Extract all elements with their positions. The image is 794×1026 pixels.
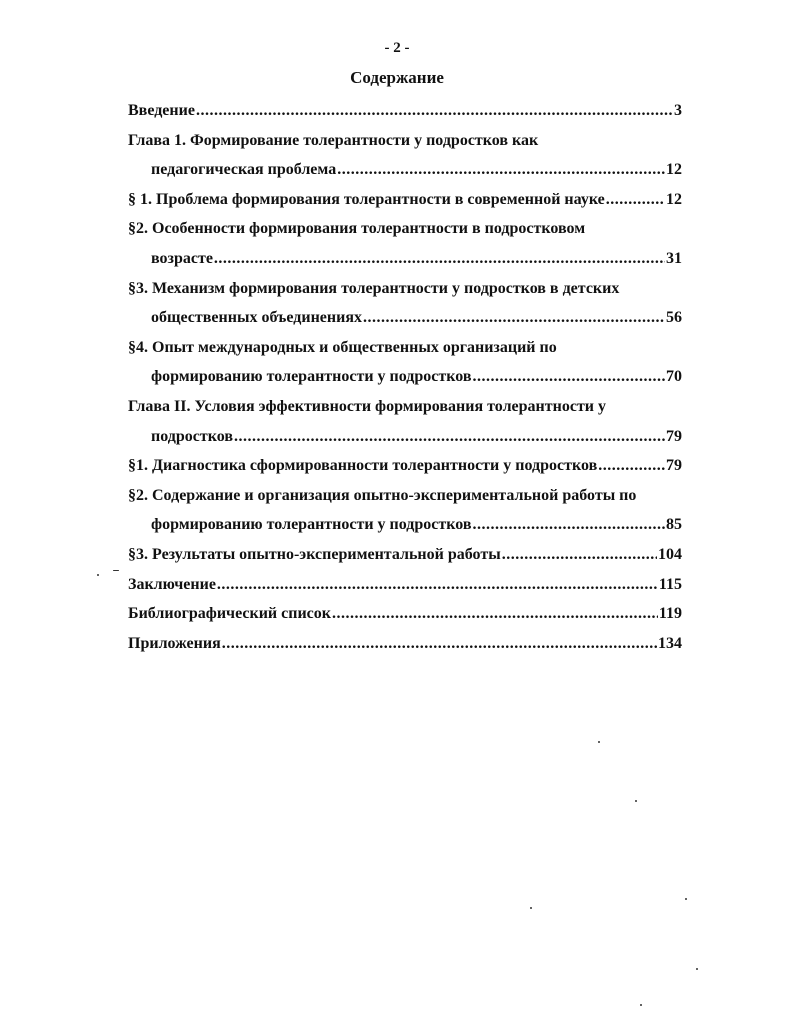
dot-leader	[332, 599, 658, 629]
dot-leader	[473, 362, 666, 392]
scan-speck	[530, 907, 532, 909]
toc-line	[128, 303, 682, 333]
toc-line	[128, 481, 682, 511]
toc-entry-text: §4. Опыт международных и общественных организаций по	[128, 338, 557, 356]
toc-line	[128, 126, 682, 156]
toc-entry	[128, 96, 682, 126]
toc-entry-text: подростков	[151, 427, 233, 445]
toc-entry	[128, 214, 682, 273]
toc-page-number: 31	[666, 249, 682, 267]
toc-page-number: 79	[666, 457, 682, 475]
toc-page-number: 70	[666, 368, 682, 386]
toc-entry	[128, 333, 682, 392]
toc-entry-text: Глава II. Условия эффективности формирования толерантности у	[128, 397, 607, 415]
toc-page-number: 56	[666, 309, 682, 327]
toc-page-number: 12	[666, 190, 682, 208]
scan-speck	[113, 570, 119, 571]
toc-line	[128, 185, 682, 215]
scan-speck	[598, 741, 600, 743]
toc-line	[128, 244, 682, 274]
toc-entry-text: § 1. Проблема формирования толерантности в современной науке	[128, 190, 605, 208]
toc-entry	[128, 451, 682, 481]
dot-leader	[363, 303, 665, 333]
toc-line	[128, 362, 682, 392]
toc-line	[128, 599, 682, 629]
toc-line	[128, 422, 682, 452]
dot-leader	[196, 96, 673, 126]
dot-leader	[598, 451, 665, 481]
toc-page-number: 119	[658, 605, 682, 623]
toc-line	[128, 392, 682, 422]
toc-page-number: 115	[658, 575, 682, 593]
toc-line	[128, 333, 682, 363]
toc-line	[128, 155, 682, 185]
scan-speck	[685, 898, 687, 900]
scan-speck	[97, 574, 99, 576]
toc-entry	[128, 392, 682, 451]
dot-leader	[234, 422, 665, 452]
toc-entry-text: Глава 1. Формирование толерантности у подростков как	[128, 131, 539, 149]
toc-page-number: 3	[674, 102, 682, 119]
toc-entry-text: Библиографический список	[128, 605, 331, 623]
toc-title: Содержание	[350, 68, 444, 87]
toc-page-number: 134	[658, 634, 682, 652]
toc-entry-text: Приложения	[128, 634, 221, 652]
toc-entry-text: §2. Содержание и организация опытно-экспериментальной работы по	[128, 486, 637, 504]
toc-page-number: 85	[666, 516, 682, 534]
toc-line	[128, 540, 682, 570]
toc-line	[128, 570, 682, 600]
toc-entry-text: §3. Механизм формирования толерантности у подростков в детских	[128, 279, 620, 297]
toc-entry	[128, 570, 682, 600]
toc-entry-text: §1. Диагностика сформированности толерантности у подростков	[128, 457, 598, 475]
dot-leader	[473, 510, 666, 540]
toc-line	[128, 629, 682, 659]
toc-entry-text: формированию толерантности у подростков	[151, 516, 472, 534]
toc-entry	[128, 599, 682, 629]
toc-entry-text: Введение	[128, 102, 195, 119]
toc-entry-text: формированию толерантности у подростков	[151, 368, 472, 386]
toc-line	[128, 274, 682, 304]
toc-entry	[128, 629, 682, 659]
scan-speck	[635, 800, 637, 802]
toc-entry-text: возрасте	[151, 249, 213, 267]
toc-line	[128, 96, 682, 126]
dot-leader	[502, 540, 657, 570]
toc-page-number: 79	[666, 427, 682, 445]
toc-entry	[128, 185, 682, 215]
dot-leader	[337, 155, 665, 185]
toc-page-number: 104	[658, 545, 682, 563]
toc-line	[128, 451, 682, 481]
toc-entry-text: §2. Особенности формирования толерантности в подростковом	[128, 220, 586, 238]
toc-page-number: 12	[666, 161, 682, 179]
toc-entry	[128, 540, 682, 570]
dot-leader	[217, 570, 658, 600]
table-of-contents	[128, 96, 682, 658]
toc-line	[128, 214, 682, 244]
toc-entry-text: педагогическая проблема	[151, 161, 337, 179]
scan-speck	[640, 1004, 642, 1006]
toc-entry-text: §3. Результаты опытно-экспериментальной работы	[128, 545, 501, 563]
scan-speck	[696, 968, 698, 970]
toc-entry	[128, 126, 682, 185]
dot-leader	[222, 629, 657, 659]
toc-entry	[128, 481, 682, 540]
page-number: - 2 -	[384, 40, 410, 56]
toc-entry-text: общественных объединениях	[151, 309, 362, 327]
toc-entry	[128, 274, 682, 333]
toc-line	[128, 510, 682, 540]
dot-leader	[214, 244, 665, 274]
dot-leader	[606, 185, 665, 215]
toc-entry-text: Заключение	[128, 575, 216, 593]
